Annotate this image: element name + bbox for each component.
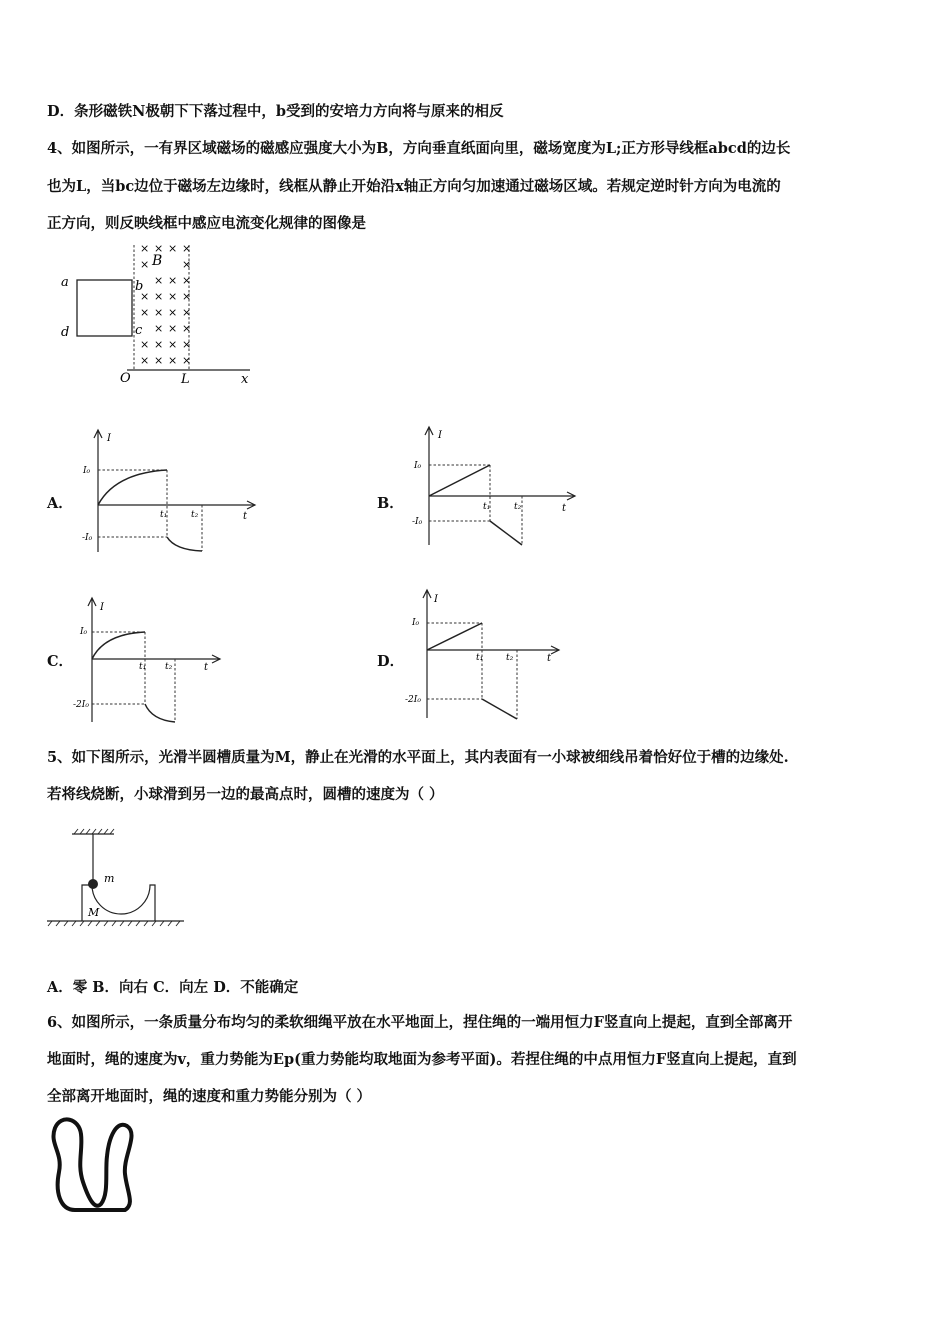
field-cross-mark: × [182, 338, 192, 351]
field-cross-mark: × [168, 290, 178, 303]
label-negI0: -I₀ [82, 533, 93, 543]
label-t2: t₂ [506, 653, 514, 663]
label-c: c [135, 323, 143, 338]
q5-options: A．零 B．向右 C．向左 D．不能确定 [47, 979, 299, 996]
label-M: M [88, 906, 100, 919]
axis-t: t [547, 653, 552, 664]
field-cross-mark: × [154, 290, 164, 303]
label-I0: I₀ [80, 627, 88, 637]
field-cross-mark: × [154, 242, 164, 255]
field-cross-mark: × [182, 306, 192, 319]
option-b-label[interactable]: B． [377, 495, 404, 512]
field-cross-mark: × [154, 338, 164, 351]
field-cross-mark: × [154, 274, 164, 287]
axis-I: I [100, 602, 104, 613]
axis-t: t [562, 503, 567, 514]
field-cross-mark: × [168, 306, 178, 319]
axis-t: t [204, 662, 209, 673]
axis-I: I [107, 433, 111, 444]
field-cross-mark: × [140, 290, 150, 303]
field-cross-mark: × [168, 274, 178, 287]
label-I0: I₀ [83, 466, 91, 476]
graph-b [410, 425, 580, 550]
label-negI0: -I₀ [412, 517, 423, 527]
field-cross-mark: × [182, 354, 192, 367]
q4-text-line-2: 也为L，当bc边位于磁场左边缘时，线框从静止开始沿x轴正方向匀加速通过磁场区域。若规定逆时针方向为电流的 [47, 178, 781, 195]
label-t2: t₂ [165, 662, 173, 672]
q5-groove-figure [44, 826, 194, 931]
field-cross-mark: × [168, 338, 178, 351]
field-cross-mark: × [168, 354, 178, 367]
label-x: x [241, 372, 249, 387]
field-cross-mark: × [140, 258, 150, 271]
q4-field-figure [55, 240, 260, 385]
q5-text-line-1: 5、如下图所示，光滑半圆槽质量为M，静止在光滑的水平面上，其内表面有一小球被细线吊着恰好位于槽的边缘处. [47, 749, 789, 766]
graph-c [72, 596, 222, 726]
option-d-label[interactable]: D． [377, 653, 405, 670]
field-cross-mark: × [140, 354, 150, 367]
graph-a [80, 428, 260, 558]
q6-text-line-3: 全部离开地面时，绳的速度和重力势能分别为（ ） [47, 1088, 372, 1105]
q6-text-line-2: 地面时，绳的速度为v，重力势能为Ep(重力势能均取地面为参考平面)。若捏住绳的中点用恒力F竖直向上提起，直到 [47, 1051, 797, 1068]
label-a: a [61, 275, 69, 290]
label-d: d [61, 325, 70, 340]
field-cross-mark: × [182, 274, 192, 287]
label-O: O [120, 371, 131, 386]
field-cross-mark: × [140, 306, 150, 319]
label-L: L [181, 372, 190, 387]
field-cross-mark: × [168, 322, 178, 335]
label-m: m [104, 872, 115, 885]
field-cross-mark: × [168, 242, 178, 255]
label-t2: t₂ [191, 510, 199, 520]
label-neg2I0: -2I₀ [405, 695, 421, 705]
label-t1: t₁ [483, 502, 491, 512]
label-t1: t₁ [139, 662, 147, 672]
field-cross-mark: × [182, 322, 192, 335]
field-cross-mark: × [154, 354, 164, 367]
q5-text-line-2: 若将线烧断，小球滑到另一边的最高点时，圆槽的速度为（ ） [47, 786, 444, 803]
field-cross-mark: × [182, 290, 192, 303]
label-t1: t₁ [476, 653, 484, 663]
axis-I: I [438, 430, 442, 441]
label-neg2I0: -2I₀ [73, 700, 89, 710]
field-cross-mark: × [140, 242, 150, 255]
option-a-label[interactable]: A． [47, 495, 73, 512]
q4-text-line-1: 4、如图所示，一有界区域磁场的磁感应强度大小为B，方向垂直纸面向里，磁场宽度为L;正方形导线框abcd的边长 [47, 140, 791, 157]
field-cross-mark: × [140, 338, 150, 351]
label-t2: t₂ [514, 502, 522, 512]
label-b: b [135, 279, 144, 294]
field-cross-mark: × [154, 306, 164, 319]
label-B: B [152, 253, 163, 269]
q4-text-line-3: 正方向，则反映线框中感应电流变化规律的图像是 [47, 215, 366, 232]
q6-text-line-1: 6、如图所示，一条质量分布均匀的柔软细绳平放在水平地面上，捏住绳的一端用恒力F竖直向上提起，直到全部离开 [47, 1014, 793, 1031]
field-cross-mark: × [154, 322, 164, 335]
axis-I: I [434, 594, 438, 605]
q6-rope-figure [45, 1112, 140, 1222]
field-cross-mark: × [182, 258, 192, 271]
label-I0: I₀ [414, 461, 422, 471]
label-t1: t₁ [160, 510, 168, 520]
field-cross-mark: × [182, 242, 192, 255]
graph-d [402, 588, 562, 723]
axis-t: t [243, 511, 248, 522]
label-I0: I₀ [412, 618, 420, 628]
option-c-label[interactable]: C． [47, 653, 74, 670]
q3-option-d: D．条形磁铁N极朝下下落过程中，b受到的安培力方向将与原来的相反 [47, 103, 504, 120]
